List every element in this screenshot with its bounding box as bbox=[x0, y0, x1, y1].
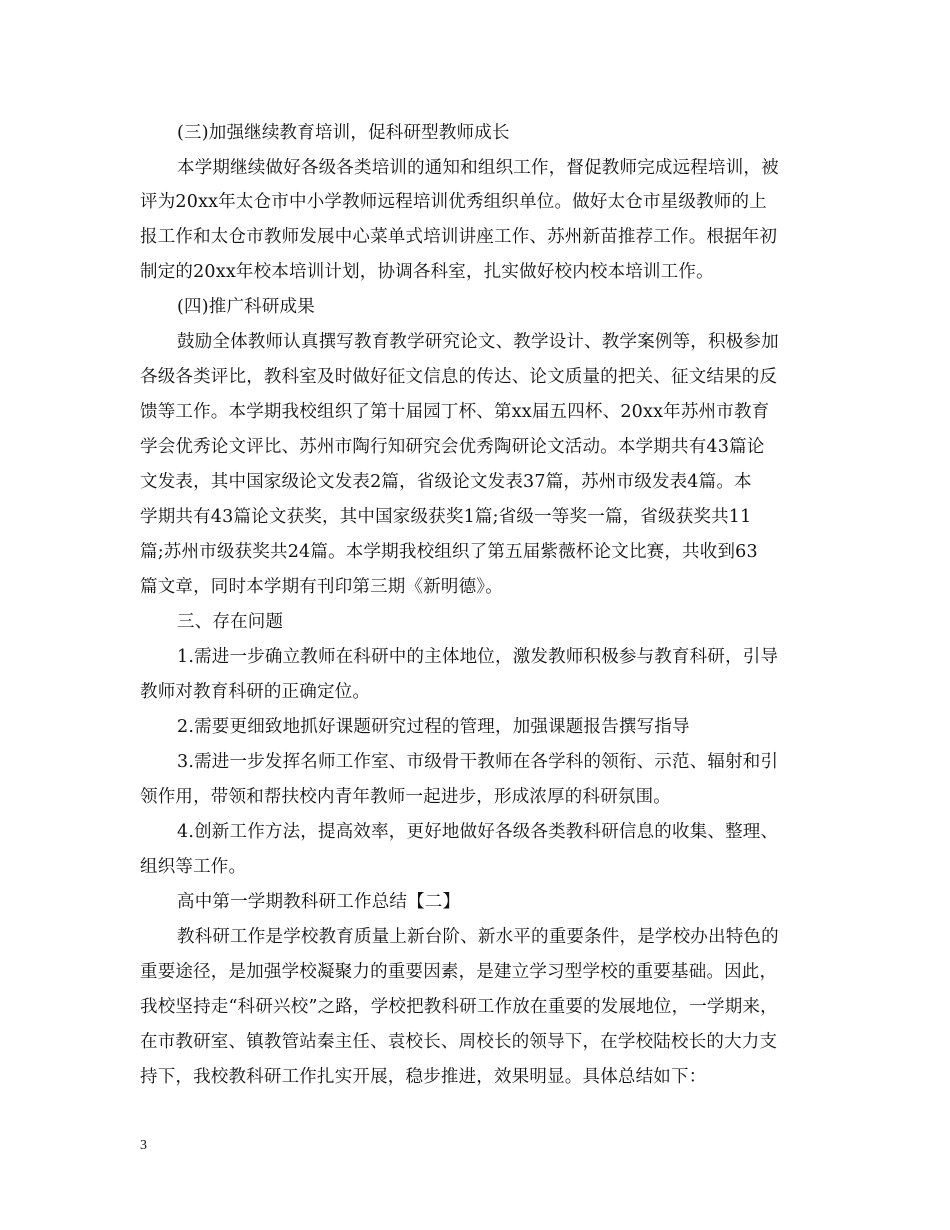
text-line: 篇文章，同时本学期有刊印第三期《新明德》。 bbox=[140, 577, 503, 597]
text-line: 教师对教育科研的正确定位。 bbox=[140, 682, 371, 702]
section-heading: 三、存在问题 bbox=[177, 612, 284, 632]
text-line: 持下，我校教科研工作扎实开展，稳步推进，效果明显。具体总结如下： bbox=[140, 1067, 707, 1087]
text-line: 教科研工作是学校教育质量上新台阶、新水平的重要条件，是学校办出特色的 bbox=[177, 927, 779, 947]
page-number: 3 bbox=[140, 1138, 147, 1153]
section-heading: 高中第一学期教科研工作总结【二】 bbox=[177, 892, 461, 912]
text-line: 学会优秀论文评比、苏州市陶行知研究会优秀陶研论文活动。本学期共有43篇论 bbox=[140, 437, 765, 457]
text-line: 3.需进一步发挥名师工作室、市级骨干教师在各学科的领衔、示范、辐射和引 bbox=[177, 752, 779, 772]
text-line: 鼓励全体教师认真撰写教育教学研究论文、教学设计、教学案例等，积极参加 bbox=[177, 332, 779, 352]
text-line: 组织等工作。 bbox=[140, 857, 247, 877]
text-line: 重要途径，是加强学校凝聚力的重要因素，是建立学习型学校的重要基础。因此， bbox=[140, 962, 778, 982]
text-line: 学期共有43篇论文获奖，其中国家级获奖1篇;省级一等奖一篇，省级获奖共11 bbox=[140, 507, 752, 527]
text-line: 在市教研室、镇教管站秦主任、袁校长、周校长的领导下，在学校陆校长的大力支 bbox=[140, 1032, 778, 1052]
text-line: 制定的20xx年校本培训计划，协调各科室，扎实做好校内校本培训工作。 bbox=[140, 262, 714, 282]
text-line: 本学期继续做好各级各类培训的通知和组织工作，督促教师完成远程培训，被 bbox=[177, 158, 779, 178]
text-line: 领作用，带领和帮扶校内青年教师一起进步，形成浓厚的科研氛围。 bbox=[140, 787, 671, 807]
text-line: 文发表，其中国家级论文发表2篇，省级论文发表37篇，苏州市级发表4篇。本 bbox=[140, 472, 752, 492]
text-line: 馈等工作。本学期我校组织了第十届园丁杯、第xx届五四杯、20xx年苏州市教育 bbox=[140, 402, 770, 422]
text-line: 报工作和太仓市教师发展中心菜单式培训讲座工作、苏州新苗推荐工作。根据年初 bbox=[140, 227, 778, 247]
text-line: 篇;苏州市级获奖共24篇。本学期我校组织了第五届紫薇杯论文比赛，共收到63 bbox=[140, 542, 758, 562]
section-heading: (四)推广科研成果 bbox=[177, 297, 315, 317]
text-line: 4.创新工作方法，提高效率，更好地做好各级各类教科研信息的收集、整理、 bbox=[177, 822, 779, 842]
text-line: 1.需进一步确立教师在科研中的主体地位，激发教师积极参与教育科研，引导 bbox=[177, 647, 779, 667]
text-line: 各级各类评比，教科室及时做好征文信息的传达、论文质量的把关、征文结果的反 bbox=[140, 367, 778, 387]
section-heading: (三)加强继续教育培训，促科研型教师成长 bbox=[177, 123, 510, 143]
text-line: 我校坚持走“科研兴校”之路，学校把教科研工作放在重要的发展地位，一学期来， bbox=[140, 997, 778, 1017]
text-line: 评为20xx年太仓市中小学教师远程培训优秀组织单位。做好太仓市星级教师的上 bbox=[140, 192, 767, 212]
text-line: 2.需要更细致地抓好课题研究过程的管理，加强课题报告撰写指导 bbox=[177, 717, 690, 737]
